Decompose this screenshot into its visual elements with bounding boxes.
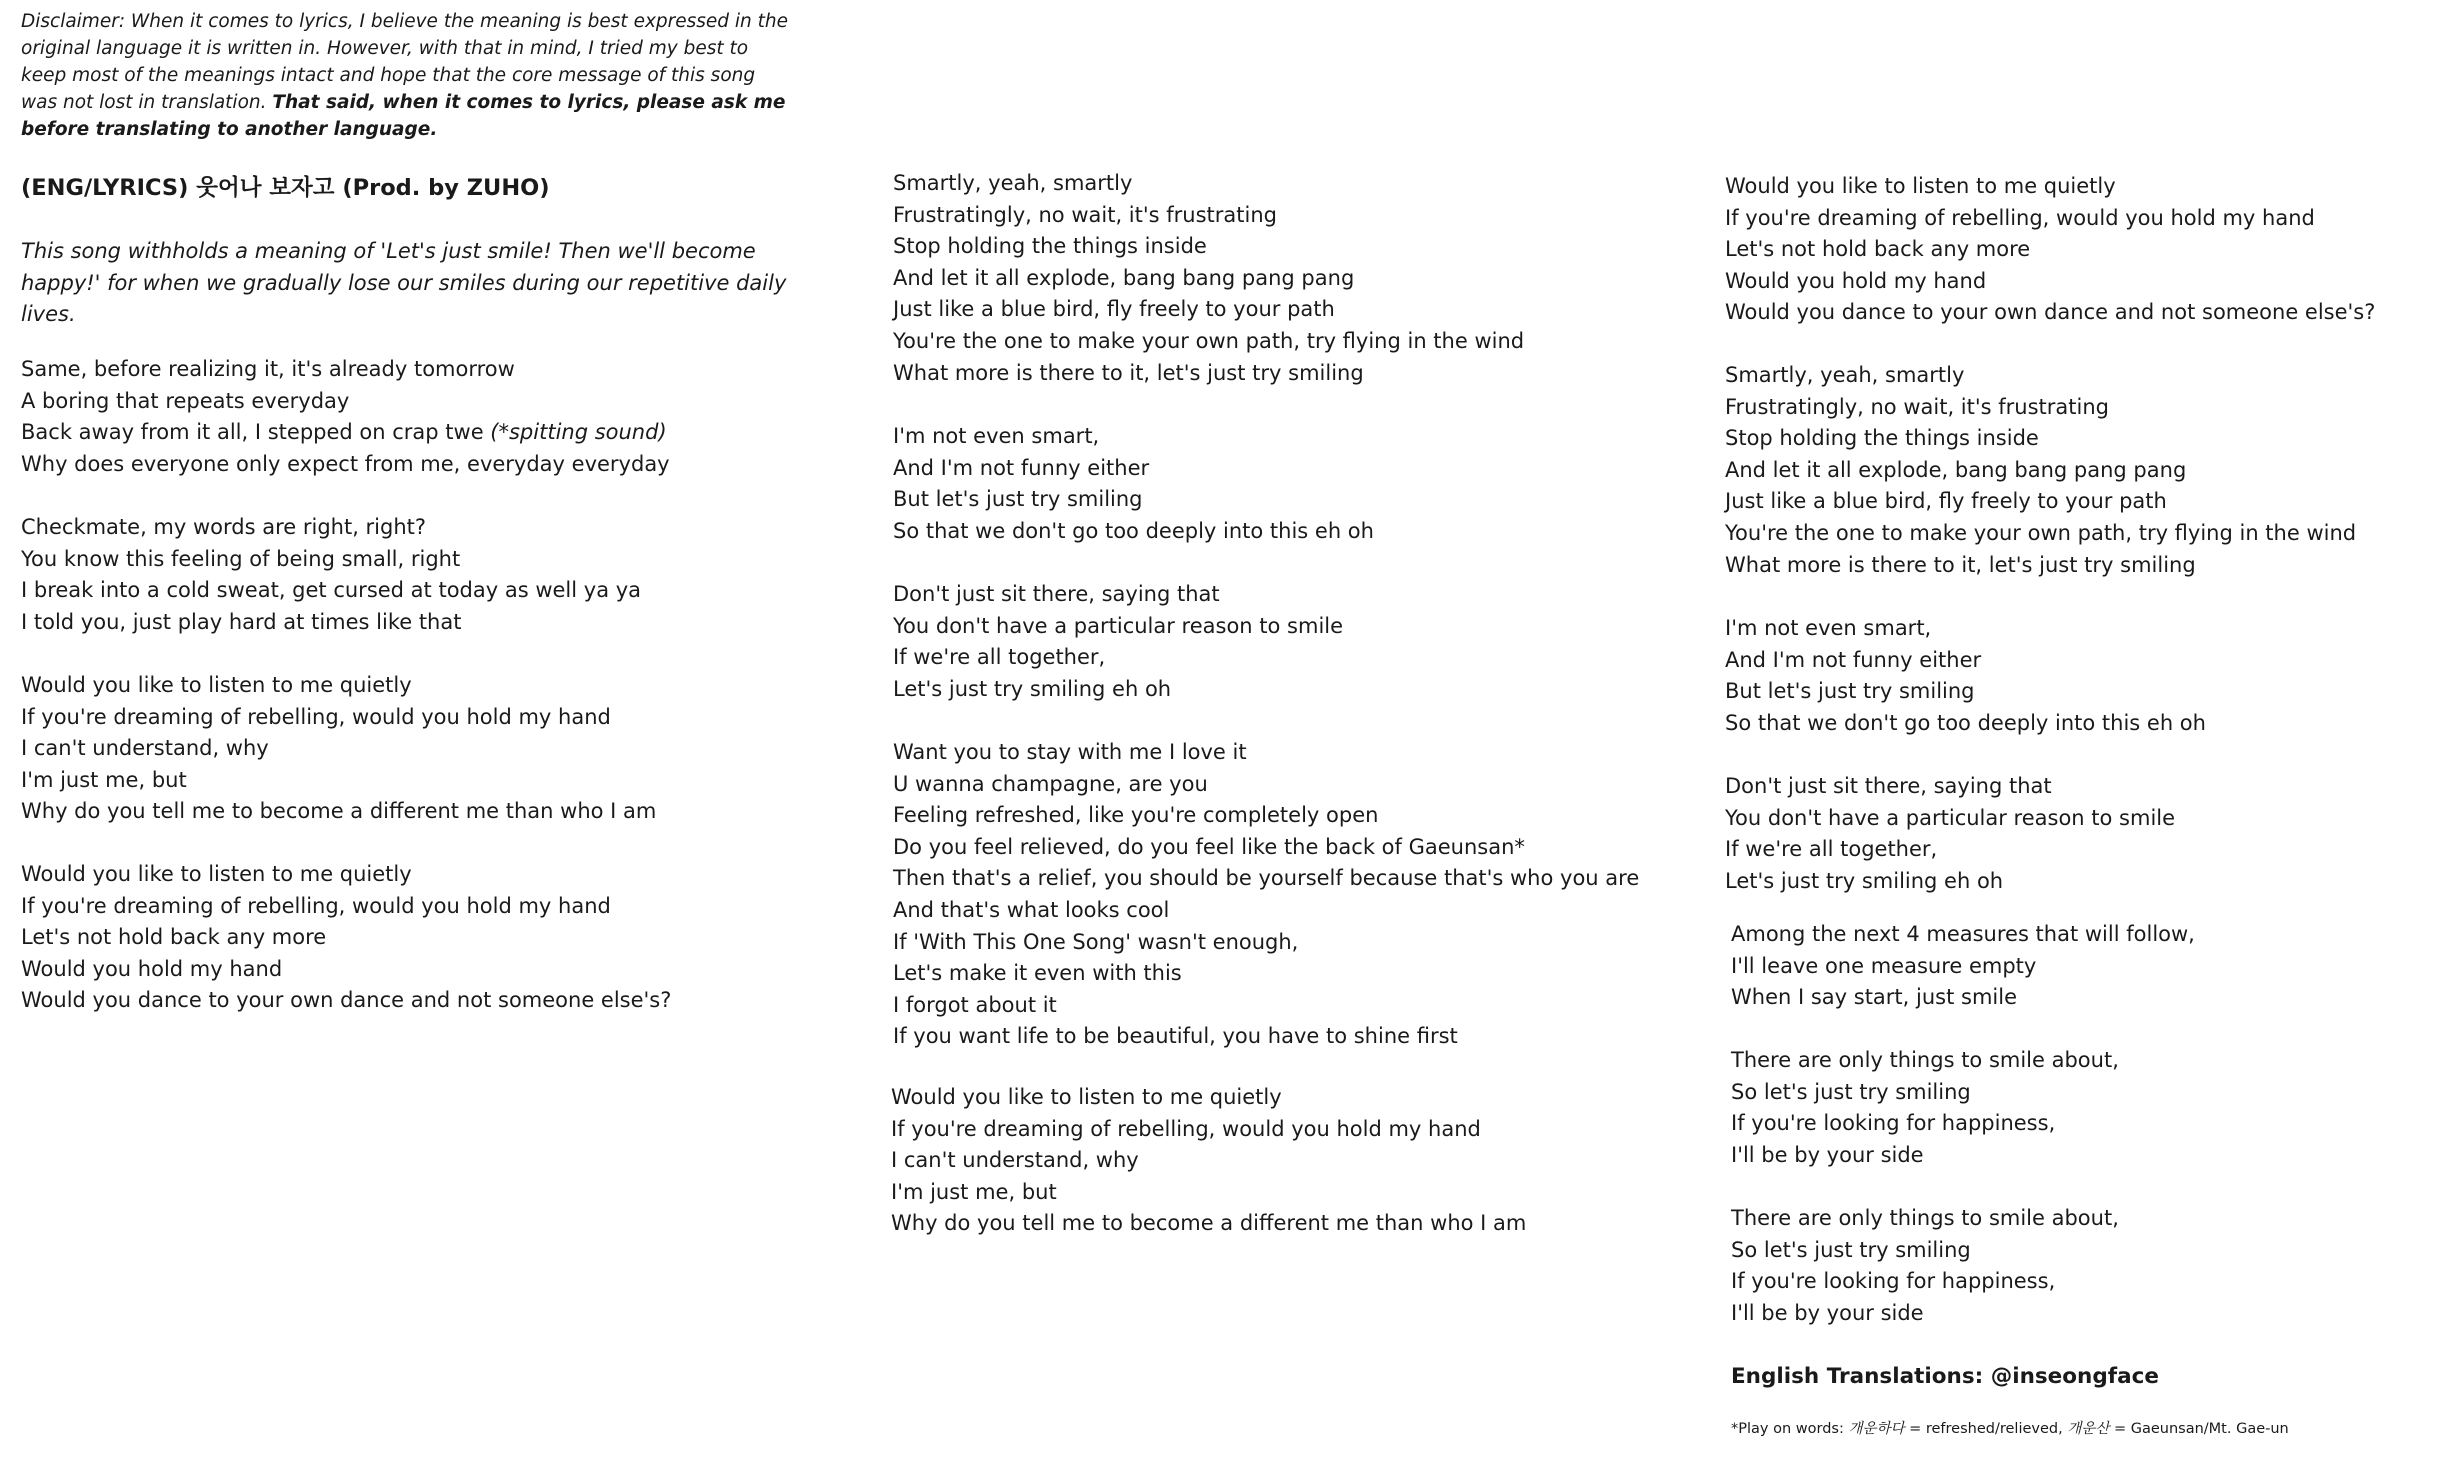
lyric-line: If you're looking for happiness, <box>1731 1269 2056 1294</box>
lyric-line: Would you hold my hand <box>21 956 283 981</box>
lyric-line: Would you like to listen to me quietly <box>21 862 412 886</box>
lyric-line: So let's just try smiling <box>1731 1079 1971 1104</box>
lyric-line: Then that's a relief, you should be yourself because that's who you are <box>893 866 1640 891</box>
lyric-line: Same, before realizing it, it's already tomorrow <box>21 357 515 381</box>
lyric-line: You don't have a particular reason to smile <box>1725 805 2176 830</box>
lyric-line-annotation: (*spitting sound) <box>490 420 667 445</box>
lyric-line: I forgot about it <box>893 992 1057 1017</box>
lyric-stanza <box>21 354 670 480</box>
lyric-line: If you want life to be beautiful, you have to shine first <box>893 1024 1458 1049</box>
lyric-line: A boring that repeats everyday <box>21 388 350 413</box>
lyric-line: I'll be by your side <box>1731 1142 1924 1167</box>
lyric-stanza <box>21 670 656 828</box>
lyric-line: Let's just try smiling eh oh <box>1725 868 2004 893</box>
lyric-line: And I'm not funny either <box>1725 647 1982 672</box>
lyric-stanza <box>893 737 1639 1053</box>
lyric-line: I can't understand, why <box>891 1148 1139 1173</box>
lyric-line: Want you to stay with me I love it <box>893 740 1247 764</box>
song-title: (ENG/LYRICS) 웃어나 보자고 (Prod. by ZUHO) <box>21 175 550 201</box>
lyric-line: There are only things to smile about, <box>1731 1206 2119 1230</box>
lyric-line: Smartly, yeah, smartly <box>893 171 1133 195</box>
lyric-line: Smartly, yeah, smartly <box>1725 363 1965 387</box>
lyric-line: Don't just sit there, saying that <box>1725 774 2052 798</box>
lyric-line: Why do you tell me to become a different me than who I am <box>21 799 657 824</box>
lyric-line: I break into a cold sweat, get cursed at today as well ya ya <box>21 578 642 603</box>
lyric-line: If you're dreaming of rebelling, would you hold my hand <box>21 893 611 918</box>
lyric-line: Among the next 4 measures that will follow, <box>1731 922 2195 946</box>
lyric-line: There are only things to smile about, <box>1731 1048 2119 1072</box>
lyric-line: Checkmate, my words are right, right? <box>21 515 427 539</box>
lyric-line: Just like a blue bird, fly freely to your path <box>893 297 1335 322</box>
lyric-line: If we're all together, <box>1725 837 1938 862</box>
lyric-line: If you're dreaming of rebelling, would you hold my hand <box>1725 205 2315 230</box>
lyric-line: You don't have a particular reason to smile <box>893 613 1344 638</box>
lyric-line <box>21 417 670 449</box>
lyric-line: Would you like to listen to me quietly <box>891 1085 1282 1109</box>
lyric-line: If you're dreaming of rebelling, would you hold my hand <box>21 704 611 729</box>
lyric-line: I can't understand, why <box>21 736 269 761</box>
lyric-stanza <box>1731 919 2195 1014</box>
lyric-stanza <box>893 579 1343 705</box>
lyric-line: I'll leave one measure empty <box>1731 953 2037 978</box>
lyric-stanza <box>891 1082 1526 1240</box>
lyric-line: So let's just try smiling <box>1731 1237 1971 1262</box>
disclaimer-text: Disclaimer: When it comes to lyrics, I believe the meaning is best expressed in the original language it is written in. However, with that in mind, I tried my best to keep most of the meanings intact and hope that the core message of this song was not lost in translation. <box>21 11 789 113</box>
lyric-line: I told you, just play hard at times like that <box>21 609 462 634</box>
lyric-stanza <box>1725 171 2375 329</box>
lyric-stanza <box>893 168 1524 389</box>
lyric-line: Stop holding the things inside <box>893 234 1207 259</box>
lyric-line: Let's not hold back any more <box>1725 237 2031 262</box>
lyric-line: What more is there to it, let's just try smiling <box>893 360 1364 385</box>
lyric-stanza <box>1731 1203 2119 1329</box>
lyric-line: But let's just try smiling <box>893 487 1143 512</box>
lyric-line: If you're looking for happiness, <box>1731 1111 2056 1136</box>
footnote-meaning-1: = refreshed/relieved, <box>1904 1421 2068 1437</box>
lyric-stanza <box>21 512 641 638</box>
lyric-line: And I'm not funny either <box>893 455 1150 480</box>
lyric-line: But let's just try smiling <box>1725 679 1975 704</box>
lyric-line: And let it all explode, bang bang pang pang <box>893 265 1355 290</box>
lyric-line: You're the one to make your own path, try flying in the wind <box>1725 520 2357 545</box>
lyric-stanza <box>893 421 1374 547</box>
lyric-line: Frustratingly, no wait, it's frustrating <box>1725 394 2109 419</box>
lyric-line: I'll be by your side <box>1731 1300 1924 1325</box>
lyric-stanza <box>1731 1045 2119 1171</box>
lyric-line-text: Back away from it all, I stepped on crap twe <box>21 420 491 445</box>
footnote-prefix: *Play on words: <box>1731 1421 1849 1437</box>
lyric-line: Would you like to listen to me quietly <box>21 673 412 697</box>
lyric-line: I'm not even smart, <box>1725 616 1932 640</box>
lyric-line: Let's not hold back any more <box>21 925 327 950</box>
lyric-line: I'm not even smart, <box>893 424 1100 448</box>
translation-credit: English Translations: @inseongface <box>1731 1364 2159 1389</box>
lyric-line: Would you like to listen to me quietly <box>1725 174 2116 198</box>
lyric-stanza <box>1725 613 2206 739</box>
lyric-line: Frustratingly, no wait, it's frustrating <box>893 202 1277 227</box>
lyric-line: So that we don't go too deeply into this eh oh <box>893 518 1374 543</box>
lyric-line: Would you hold my hand <box>1725 268 1987 293</box>
lyric-line: If you're dreaming of rebelling, would you hold my hand <box>891 1116 1481 1141</box>
lyric-line: Let's make it even with this <box>893 961 1182 986</box>
footnote-meaning-2: = Gaeunsan/Mt. Gae-un <box>2109 1421 2289 1437</box>
lyric-stanza <box>1725 771 2175 897</box>
lyric-line: Don't just sit there, saying that <box>893 582 1220 606</box>
lyric-line: Would you dance to your own dance and not someone else's? <box>1725 300 2376 325</box>
lyric-line: What more is there to it, let's just try smiling <box>1725 552 2196 577</box>
lyric-line: Just like a blue bird, fly freely to your path <box>1725 489 2167 514</box>
lyric-line: U wanna champagne, are you <box>893 771 1208 796</box>
lyric-line: Let's just try smiling eh oh <box>893 676 1172 701</box>
lyric-line: And let it all explode, bang bang pang pang <box>1725 457 2187 482</box>
lyric-line: Do you feel relieved, do you feel like the back of Gaeunsan* <box>893 834 1525 859</box>
song-intro: This song withholds a meaning of 'Let's just smile! Then we'll become happy!' for when we gradually lose our smiles during our repetitive daily lives. <box>21 239 787 326</box>
lyric-line: Why does everyone only expect from me, everyday everyday <box>21 451 670 476</box>
lyric-line: Feeling refreshed, like you're completely open <box>893 803 1379 828</box>
lyric-line: If we're all together, <box>893 645 1106 670</box>
lyric-line: I'm just me, but <box>21 767 187 792</box>
disclaimer <box>21 8 791 143</box>
footnote-term-2: 개운산 <box>2067 1421 2110 1437</box>
lyric-line: And that's what looks cool <box>893 897 1170 922</box>
lyric-line: You're the one to make your own path, try flying in the wind <box>893 328 1525 353</box>
disclaimer-emphasis: That said, when it comes to lyrics, please ask me before translating to another language. <box>21 92 786 140</box>
lyric-stanza <box>21 859 671 1017</box>
footnote-term-1: 개운하다 <box>1848 1421 1905 1437</box>
lyric-line: You know this feeling of being small, right <box>21 546 461 571</box>
lyric-line: When I say start, just smile <box>1731 985 2018 1010</box>
lyric-line: If 'With This One Song' wasn't enough, <box>893 929 1299 954</box>
lyric-line: So that we don't go too deeply into this eh oh <box>1725 710 2206 735</box>
lyric-line: Stop holding the things inside <box>1725 426 2039 451</box>
lyric-line: Would you dance to your own dance and not someone else's? <box>21 988 672 1013</box>
lyric-line: Why do you tell me to become a different me than who I am <box>891 1211 1527 1236</box>
lyric-line: I'm just me, but <box>891 1179 1057 1204</box>
footnote <box>1731 1419 2289 1439</box>
lyric-stanza <box>1725 360 2356 581</box>
